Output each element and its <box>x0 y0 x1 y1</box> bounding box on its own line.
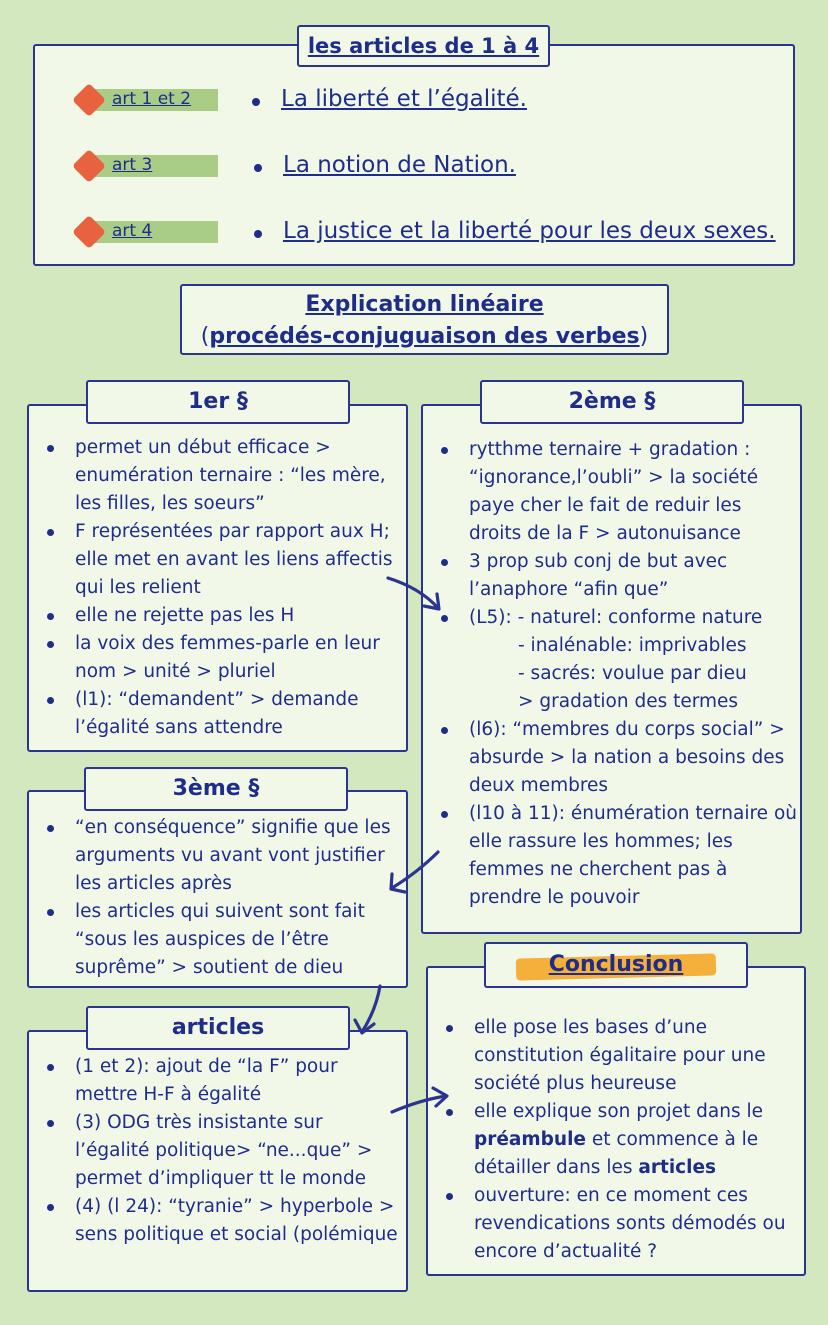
list-item: (l6): “membres du corps social” > absurde > la nation a besoins des deux membres <box>423 716 798 800</box>
list-item: (l1): “demandent” > demande l’égalité sans attendre <box>29 686 402 742</box>
list-item: (4) (l 24): “tyranie” > hyperbole > sens politique et social (polémique <box>29 1193 402 1249</box>
list-item: (1 et 2): ajout de “la F” pour mettre H-F à égalité <box>29 1053 402 1109</box>
list-item: les articles qui suivent sont fait “sous les auspices de l’être suprême” > soutient de dieu <box>29 898 402 982</box>
paragraph-1-title-text: 1er § <box>188 389 248 414</box>
tag-art-3[interactable]: art 3 <box>112 155 153 175</box>
keyword-articles: articles <box>638 1157 717 1178</box>
list-sub-item: - inalénable: imprivables <box>518 635 747 656</box>
paren-open: ( <box>200 324 210 349</box>
paren-close: ) <box>639 324 649 349</box>
conclusion-title-text: Conclusion <box>548 952 684 977</box>
articles-title-text: articles <box>171 1015 265 1040</box>
conclusion-text: et commence à le détailler dans les <box>474 1129 759 1178</box>
conclusion-text: elle explique son projet dans le <box>474 1101 764 1122</box>
list-sub-item: > gradation des termes <box>518 691 739 712</box>
list-item-main: (L5): - naturel: conforme nature <box>469 607 763 628</box>
summary-item-2[interactable]: La notion de Nation. <box>283 152 516 178</box>
keyword-preambule: préambule <box>474 1129 586 1150</box>
summary-item-1[interactable]: La liberté et l’égalité. <box>281 86 527 112</box>
list-item: elle pose les bases d’une constitution égalitaire pour une société plus heureuse <box>428 1014 800 1098</box>
arrow-p1-to-p2 <box>388 578 438 608</box>
list-item: 3 prop sub conj de but avec l’anaphore “afin que” <box>423 548 798 604</box>
list-item: (3) ODG très insistante sur l’égalité politique> “ne...que” > permet d’impliquer tt le monde <box>29 1109 402 1193</box>
explication-line-1: Explication linéaire <box>305 292 544 317</box>
summary-item-3[interactable]: La justice et la liberté pour les deux sexes. <box>283 218 776 244</box>
tag-art-4[interactable]: art 4 <box>112 221 153 241</box>
paragraph-2-title-text: 2ème § <box>568 389 656 414</box>
list-item: elle ne rejette pas les H <box>29 602 402 630</box>
list-item: F représentées par rapport aux H; elle met en avant les liens affectis qui les relient <box>29 518 402 602</box>
arrow-p2-to-p3 <box>392 852 438 888</box>
list-item: ouverture: en ce moment ces revendications sonts démodés ou encore d’actualité ? <box>428 1182 800 1266</box>
articles-summary-title-text: les articles de 1 à 4 <box>307 34 540 58</box>
list-item: (l10 à 11): énumération ternaire où elle rassure les hommes; les femmes ne cherchent pas à prendre le pouvoir <box>423 800 798 912</box>
list-sub-item: - sacrés: voulue par dieu <box>518 663 747 684</box>
list-item: “en conséquence” signifie que les arguments vu avant vont justifier les articles après <box>29 814 402 898</box>
list-item: rytthme ternaire + gradation : “ignorance,l’oubli” > la société paye cher le fait de reduir les droits de la F > autonuisance <box>423 436 798 548</box>
list-item: permet un début efficace > enumération ternaire : “les mère, les filles, les soeurs” <box>29 434 402 518</box>
explication-line-2-main: procédés-conjuguaison des verbes <box>209 324 640 349</box>
paragraph-3-title-text: 3ème § <box>172 776 260 801</box>
tag-art-1-2[interactable]: art 1 et 2 <box>112 89 192 109</box>
list-item: la voix des femmes-parle en leur nom > unité > pluriel <box>29 630 402 686</box>
